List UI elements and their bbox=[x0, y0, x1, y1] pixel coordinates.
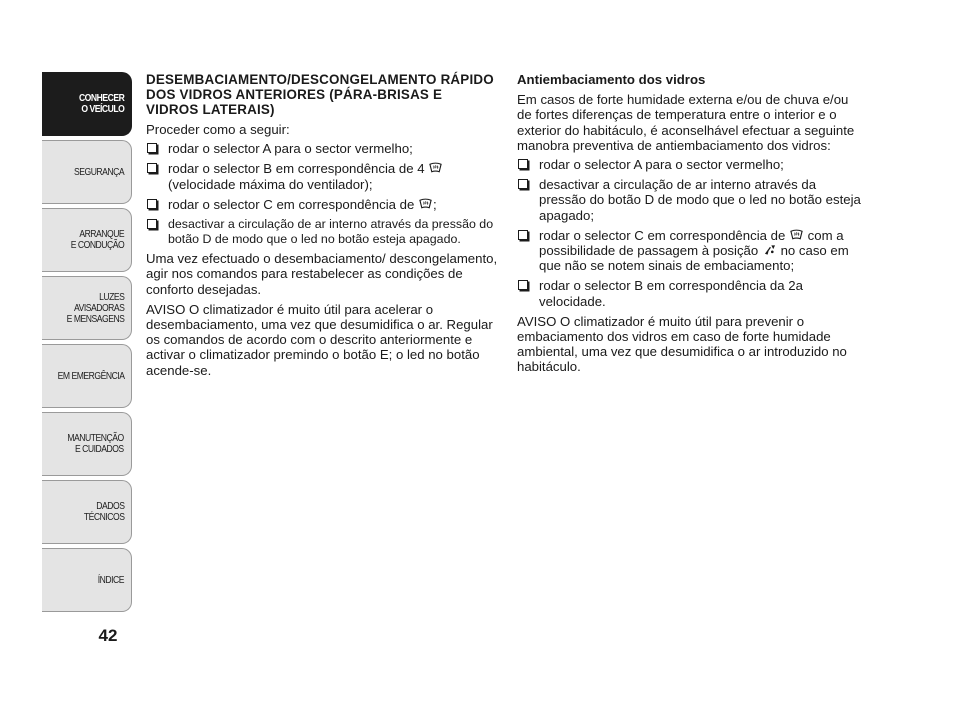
tab-label: LUZES AVISADORAS E MENSAGENS bbox=[66, 290, 124, 325]
list-item-text: rodar o selector A para o sector vermelho; bbox=[539, 157, 784, 173]
list-item-text: rodar o selector B em correspondência de 4 bbox=[168, 161, 425, 177]
list-item-text: (velocidade máxima do ventilador); bbox=[168, 176, 373, 192]
list-item-text: no caso em que não se notem sinais de embaciamento; bbox=[539, 243, 849, 274]
checkbox-bullet-icon bbox=[147, 199, 157, 209]
list-item bbox=[146, 141, 498, 156]
list-item-text: desactivar a circulação de ar interno através da pressão do botão D de modo que o led no botão esteja apagado; bbox=[539, 177, 861, 223]
tab-manutencao[interactable] bbox=[42, 412, 132, 476]
tab-label: EM EMERGÊNCIA bbox=[57, 369, 124, 382]
tab-label: ÍNDICE bbox=[97, 573, 124, 586]
left-column bbox=[146, 72, 498, 378]
tab-seguranca[interactable] bbox=[42, 140, 132, 204]
tab-label: MANUTENÇÃO E CUIDADOS bbox=[67, 432, 124, 455]
paragraph: AVISO O climatizador é muito útil para acelerar o desembaciamento, uma vez que desumidifica o ar. Regular os comandos de acordo com o descrito anteriormente e activar o climatizador premindo o botão E; o led no botão acende-se. bbox=[146, 301, 493, 378]
tab-luzes-avisadoras[interactable] bbox=[42, 276, 132, 340]
list-item-text: ; bbox=[432, 196, 437, 212]
tab-indice[interactable] bbox=[42, 548, 132, 612]
list-item-text: rodar o selector B em correspondência da 2a velocidade. bbox=[539, 278, 803, 309]
checkbox-bullet-icon bbox=[518, 179, 528, 189]
right-column bbox=[517, 72, 862, 375]
windscreen-defrost-icon bbox=[790, 229, 803, 241]
intro-text: Em casos de forte humidade externa e/ou de chuva e/ou de fortes diferenças de temperatura entre o interior e o exterior do habitáculo, é aconselhável efectuar a seguinte manobra preventiva de antiembaciamento dos vidros: bbox=[517, 92, 855, 153]
list-item-text: rodar o selector A para o sector vermelho; bbox=[168, 141, 413, 157]
list-item-text: rodar o selector C em correspondência de bbox=[539, 227, 786, 243]
tab-conhecer-o-veiculo[interactable] bbox=[42, 72, 132, 136]
list-item bbox=[146, 197, 498, 212]
list-item-text: desactivar a circulação de ar interno através da pressão do botão D de modo que o led no botão esteja apagado. bbox=[168, 217, 494, 246]
list-item bbox=[517, 278, 862, 308]
section-heading: DESEMBACIAMENTO/DESCONGELAMENTO RÁPIDO DOS VIDROS ANTERIORES (PÁRA-BRISAS E VIDROS LATERAIS) bbox=[146, 72, 494, 117]
tab-arranque-e-conducao[interactable] bbox=[42, 208, 132, 272]
tab-em-emergencia[interactable] bbox=[42, 344, 132, 408]
list-item bbox=[146, 217, 498, 246]
list-item-text: com a possibilidade de passagem à posição bbox=[539, 227, 844, 259]
checkbox-bullet-icon bbox=[147, 143, 157, 153]
tab-label: ARRANQUE E CONDUÇÃO bbox=[70, 228, 124, 251]
list-item bbox=[517, 177, 862, 223]
checkbox-bullet-icon bbox=[147, 163, 157, 173]
list-item bbox=[517, 157, 862, 172]
checkbox-bullet-icon bbox=[518, 280, 528, 290]
list-item bbox=[517, 228, 862, 274]
instruction-list bbox=[146, 141, 498, 246]
tab-label: SEGURANÇA bbox=[73, 165, 124, 178]
checkbox-bullet-icon bbox=[518, 230, 528, 240]
tab-label: DADOS TÉCNICOS bbox=[83, 500, 124, 523]
feet-and-windscreen-icon bbox=[763, 244, 776, 256]
page-number: 42 bbox=[98, 626, 118, 645]
checkbox-bullet-icon bbox=[518, 159, 528, 169]
intro-text: Proceder como a seguir: bbox=[146, 122, 290, 137]
section-heading: Antiembaciamento dos vidros bbox=[517, 72, 706, 87]
tab-dados-tecnicos[interactable] bbox=[42, 480, 132, 544]
tab-label: CONHECER O VEÍCULO bbox=[78, 92, 124, 115]
list-item-text: rodar o selector C em correspondência de bbox=[168, 196, 415, 212]
instruction-list bbox=[517, 157, 862, 309]
windscreen-defrost-icon bbox=[429, 162, 442, 174]
checkbox-bullet-icon bbox=[147, 219, 157, 229]
windscreen-defrost-icon bbox=[419, 198, 432, 210]
paragraph: AVISO O climatizador é muito útil para prevenir o embaciamento dos vidros em caso de forte humidade ambiental, uma vez que desumidifica o ar introduzido no habitáculo. bbox=[517, 313, 847, 375]
chapter-tabs bbox=[42, 72, 134, 616]
paragraph: Uma vez efectuado o desembaciamento/ descongelamento, agir nos comandos para restabelecer as condições de conforto desejadas. bbox=[146, 251, 498, 297]
list-item bbox=[146, 161, 498, 191]
